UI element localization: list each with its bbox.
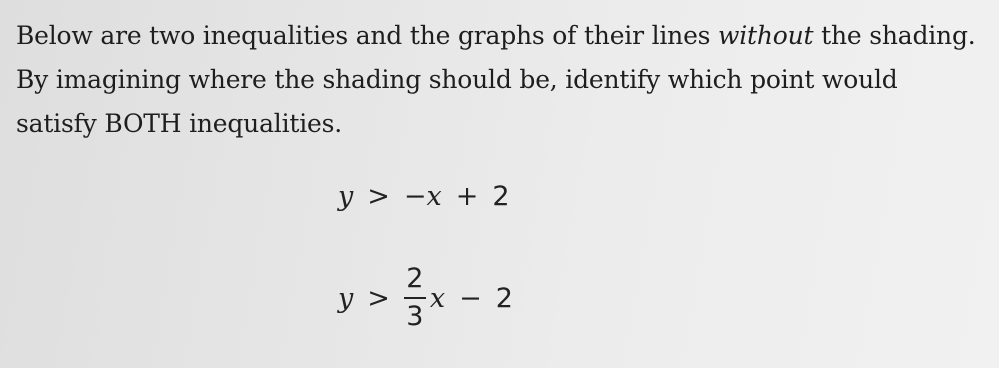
ineq2-fraction xyxy=(404,264,426,332)
ineq2-denominator: 3 xyxy=(406,301,424,332)
ineq2-x: x xyxy=(429,282,446,314)
ineq1-constant: 2 xyxy=(492,181,510,212)
ineq2-constant: 2 xyxy=(495,282,513,314)
question-text xyxy=(16,14,976,146)
ineq2-numerator: 2 xyxy=(406,263,424,294)
question-part1: Below are two inequalities and the graphs of their lines xyxy=(16,21,719,50)
fraction-bar xyxy=(404,297,426,299)
ineq2-minus: − xyxy=(459,282,482,314)
question-part2: the shading. By imagining where the shading should be, identify which point would satisfy BOTH inequalities. xyxy=(16,21,976,138)
ineq2-operator: > xyxy=(367,282,390,314)
ineq2-lhs: y xyxy=(338,282,354,314)
ineq1-lhs: y xyxy=(338,181,354,212)
inequality-1 xyxy=(338,181,510,212)
ineq1-operator: > xyxy=(367,181,390,212)
inequality-2 xyxy=(338,258,513,338)
ineq1-plus: + xyxy=(455,181,479,212)
question-emphasis: without xyxy=(718,21,814,50)
ineq1-neg-x: −x xyxy=(403,181,442,212)
